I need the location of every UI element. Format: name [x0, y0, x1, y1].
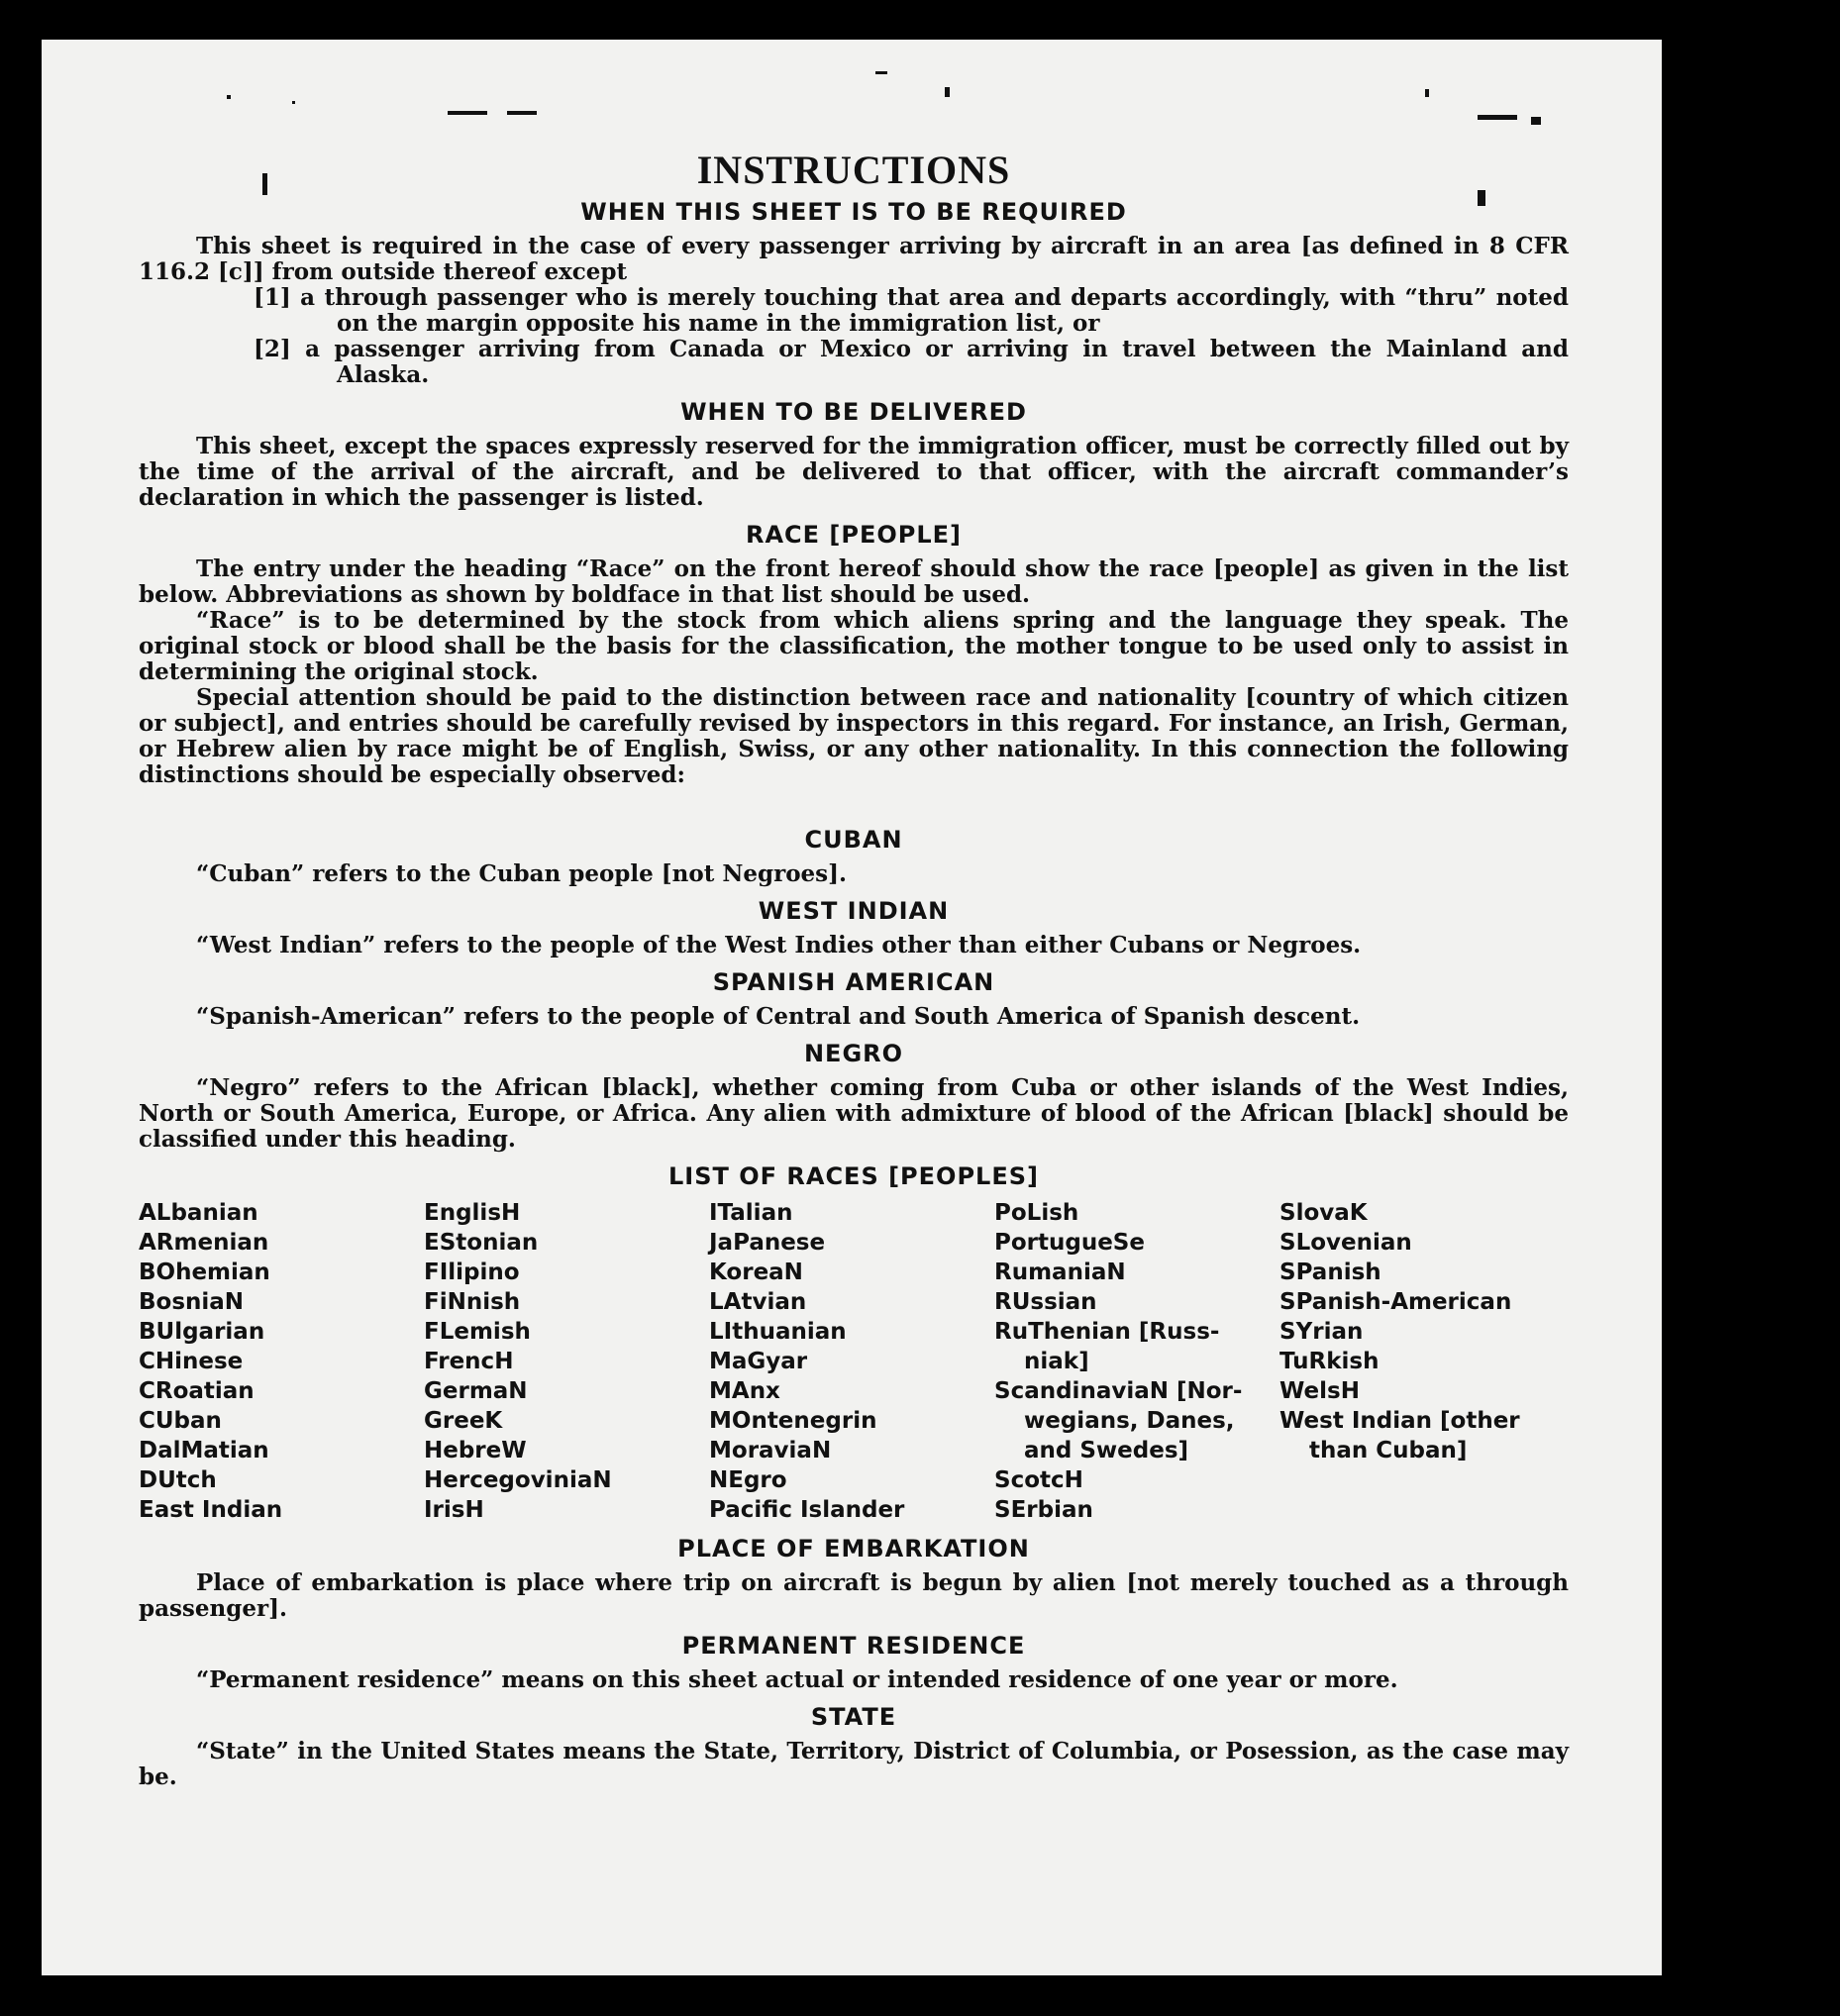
section-list-of-races	[139, 1162, 1569, 1525]
race-entry: CRoatian	[139, 1378, 255, 1404]
race-entry: WelsH	[1279, 1378, 1360, 1404]
race-entry: GermaN	[424, 1378, 528, 1404]
race-entry: PortugueSe	[994, 1230, 1145, 1256]
race-entry: SPanish-American	[1279, 1289, 1512, 1315]
race-entry: ITalian	[709, 1200, 793, 1226]
race-entry: West Indian [other	[1279, 1408, 1520, 1434]
race-entry: EStonian	[424, 1230, 539, 1256]
heading-when-required: WHEN THIS SHEET IS TO BE REQUIRED	[580, 198, 1127, 226]
race-entry: LAtvian	[709, 1289, 807, 1315]
race-column-1	[139, 1198, 424, 1525]
exception-item-1: [1] a through passenger who is merely touching that area and departs accordingly, with “thru” noted on the margin opposite his name in the immigration list, or	[254, 284, 1569, 337]
race-entry: FIlipino	[424, 1260, 520, 1285]
section-residence	[139, 1632, 1569, 1693]
heading-spanish-american: SPANISH AMERICAN	[712, 968, 995, 996]
race-entry: PoLish	[994, 1200, 1079, 1226]
spanish-american-text: “Spanish-American” refers to the people of Central and South America of Spanish descent.	[196, 1003, 1361, 1030]
race-entry: MoraviaN	[709, 1438, 832, 1463]
heading-list-of-races: LIST OF RACES [PEOPLES]	[668, 1162, 1039, 1190]
race-entry: SPanish	[1279, 1260, 1381, 1285]
race-entry: MOntenegrin	[709, 1408, 877, 1434]
section-state	[139, 1703, 1569, 1790]
document-page	[42, 40, 1662, 1975]
section-cuban	[139, 826, 1569, 887]
race-entry: BUlgarian	[139, 1319, 265, 1345]
race-entry: EnglisH	[424, 1200, 521, 1226]
heading-race: RACE [PEOPLE]	[745, 521, 963, 549]
race-entry: East Indian	[139, 1497, 283, 1523]
race-paragraph-2: “Race” is to be determined by the stock from which aliens spring and the language they speak. The original stock or blood shall be the basis for the classification, the mother tongue to be used only to assist in determining the original stock.	[139, 607, 1569, 685]
race-entry: HebreW	[424, 1438, 527, 1463]
heading-residence: PERMANENT RESIDENCE	[681, 1632, 1026, 1660]
race-column-5	[1279, 1198, 1565, 1525]
race-entry: FrencH	[424, 1349, 514, 1374]
race-entry: DalMatian	[139, 1438, 269, 1463]
race-column-3	[709, 1198, 994, 1525]
race-entry: ARmenian	[139, 1230, 269, 1256]
section-negro	[139, 1040, 1569, 1153]
race-column-4	[994, 1198, 1279, 1525]
section-embarkation	[139, 1535, 1569, 1622]
when-delivered-text: This sheet, except the spaces expressly reserved for the immigration officer, must be correctly filled out by the time of the arrival of the aircraft, and be delivered to that officer, with the aircraft commander’s declaration in which the passenger is listed.	[139, 433, 1569, 511]
heading-embarkation: PLACE OF EMBARKATION	[677, 1535, 1030, 1562]
race-entry-continued: and Swedes]	[1024, 1438, 1189, 1463]
race-entry: BOhemian	[139, 1260, 270, 1285]
race-entry: RuThenian [Russ-	[994, 1319, 1220, 1345]
state-text: “State” in the United States means the State, Territory, District of Columbia, or Posession, as the case may be.	[139, 1738, 1569, 1790]
race-entry: FiNnish	[424, 1289, 521, 1315]
heading-state: STATE	[810, 1703, 897, 1731]
heading-cuban: CUBAN	[804, 826, 903, 854]
race-entry: TuRkish	[1279, 1349, 1380, 1374]
when-required-intro: This sheet is required in the case of every passenger arriving by aircraft in an area [as defined in 8 CFR 116.2 [c]] from outside thereof except	[139, 233, 1569, 285]
race-entry: NEgro	[709, 1467, 787, 1493]
race-paragraph-3: Special attention should be paid to the distinction between race and nationality [country of which citizen or subject], and entries should be carefully revised by inspectors in this regard. For instance, an Irish, German, or Hebrew alien by race might be of English, Swiss, or any other nationality. In this connection the following distinctions should be especially observed:	[139, 684, 1569, 788]
race-entry: CUban	[139, 1408, 222, 1434]
exception-item-2: [2] a passenger arriving from Canada or Mexico or arriving in travel between the Mainland and Alaska.	[254, 336, 1569, 388]
race-entry: KoreaN	[709, 1260, 803, 1285]
race-entry: SlovaK	[1279, 1200, 1368, 1226]
race-entry: HercegoviniaN	[424, 1467, 612, 1493]
race-entry: CHinese	[139, 1349, 244, 1374]
section-west-indian	[139, 897, 1569, 958]
race-entry: JaPanese	[709, 1230, 826, 1256]
embarkation-text: Place of embarkation is place where trip on aircraft is begun by alien [not merely touched as a through passenger].	[139, 1569, 1569, 1622]
section-race	[139, 521, 1569, 788]
spacer	[139, 798, 1569, 826]
heading-negro: NEGRO	[803, 1040, 904, 1067]
race-entry: ScandinaviaN [Nor-	[994, 1378, 1243, 1404]
race-entry-continued: than Cuban]	[1309, 1438, 1468, 1463]
negro-text: “Negro” refers to the African [black], whether coming from Cuba or other islands of the West Indies, North or South America, Europe, or Africa. Any alien with admixture of blood of the African [black] should be classified under this heading.	[139, 1074, 1569, 1153]
page-title: INSTRUCTIONS	[696, 148, 1011, 192]
race-entry: RUssian	[994, 1289, 1097, 1315]
race-entry: FLemish	[424, 1319, 531, 1345]
race-entry: SLovenian	[1279, 1230, 1412, 1256]
race-entry: IrisH	[424, 1497, 484, 1523]
residence-text: “Permanent residence” means on this sheet actual or intended residence of one year or more.	[196, 1666, 1398, 1693]
race-entry: MaGyar	[709, 1349, 808, 1374]
race-entry: ALbanian	[139, 1200, 258, 1226]
race-entry: Pacific Islander	[709, 1497, 905, 1523]
race-entry: RumaniaN	[994, 1260, 1126, 1285]
section-when-required	[139, 198, 1569, 388]
race-entry: ScotcH	[994, 1467, 1083, 1493]
heading-when-delivered: WHEN TO BE DELIVERED	[680, 398, 1027, 426]
race-entry: SYrian	[1279, 1319, 1364, 1345]
heading-west-indian: WEST INDIAN	[758, 897, 950, 925]
cuban-text: “Cuban” refers to the Cuban people [not Negroes].	[196, 860, 848, 887]
race-entry: MAnx	[709, 1378, 780, 1404]
race-paragraph-1: The entry under the heading “Race” on the front hereof should show the race [people] as given in the list below. Abbreviations as shown by boldface in that list should be used.	[139, 555, 1569, 608]
section-when-delivered	[139, 398, 1569, 511]
race-column-2	[424, 1198, 709, 1525]
race-entry: GreeK	[424, 1408, 503, 1434]
section-spanish-american	[139, 968, 1569, 1030]
race-list	[139, 1198, 1569, 1525]
race-entry-continued: niak]	[1024, 1349, 1089, 1374]
race-entry: LIthuanian	[709, 1319, 847, 1345]
race-entry: DUtch	[139, 1467, 217, 1493]
west-indian-text: “West Indian” refers to the people of the West Indies other than either Cubans or Negroes.	[196, 932, 1362, 958]
race-entry: BosniaN	[139, 1289, 245, 1315]
race-entry: SErbian	[994, 1497, 1093, 1523]
race-entry-continued: wegians, Danes,	[1024, 1408, 1235, 1434]
